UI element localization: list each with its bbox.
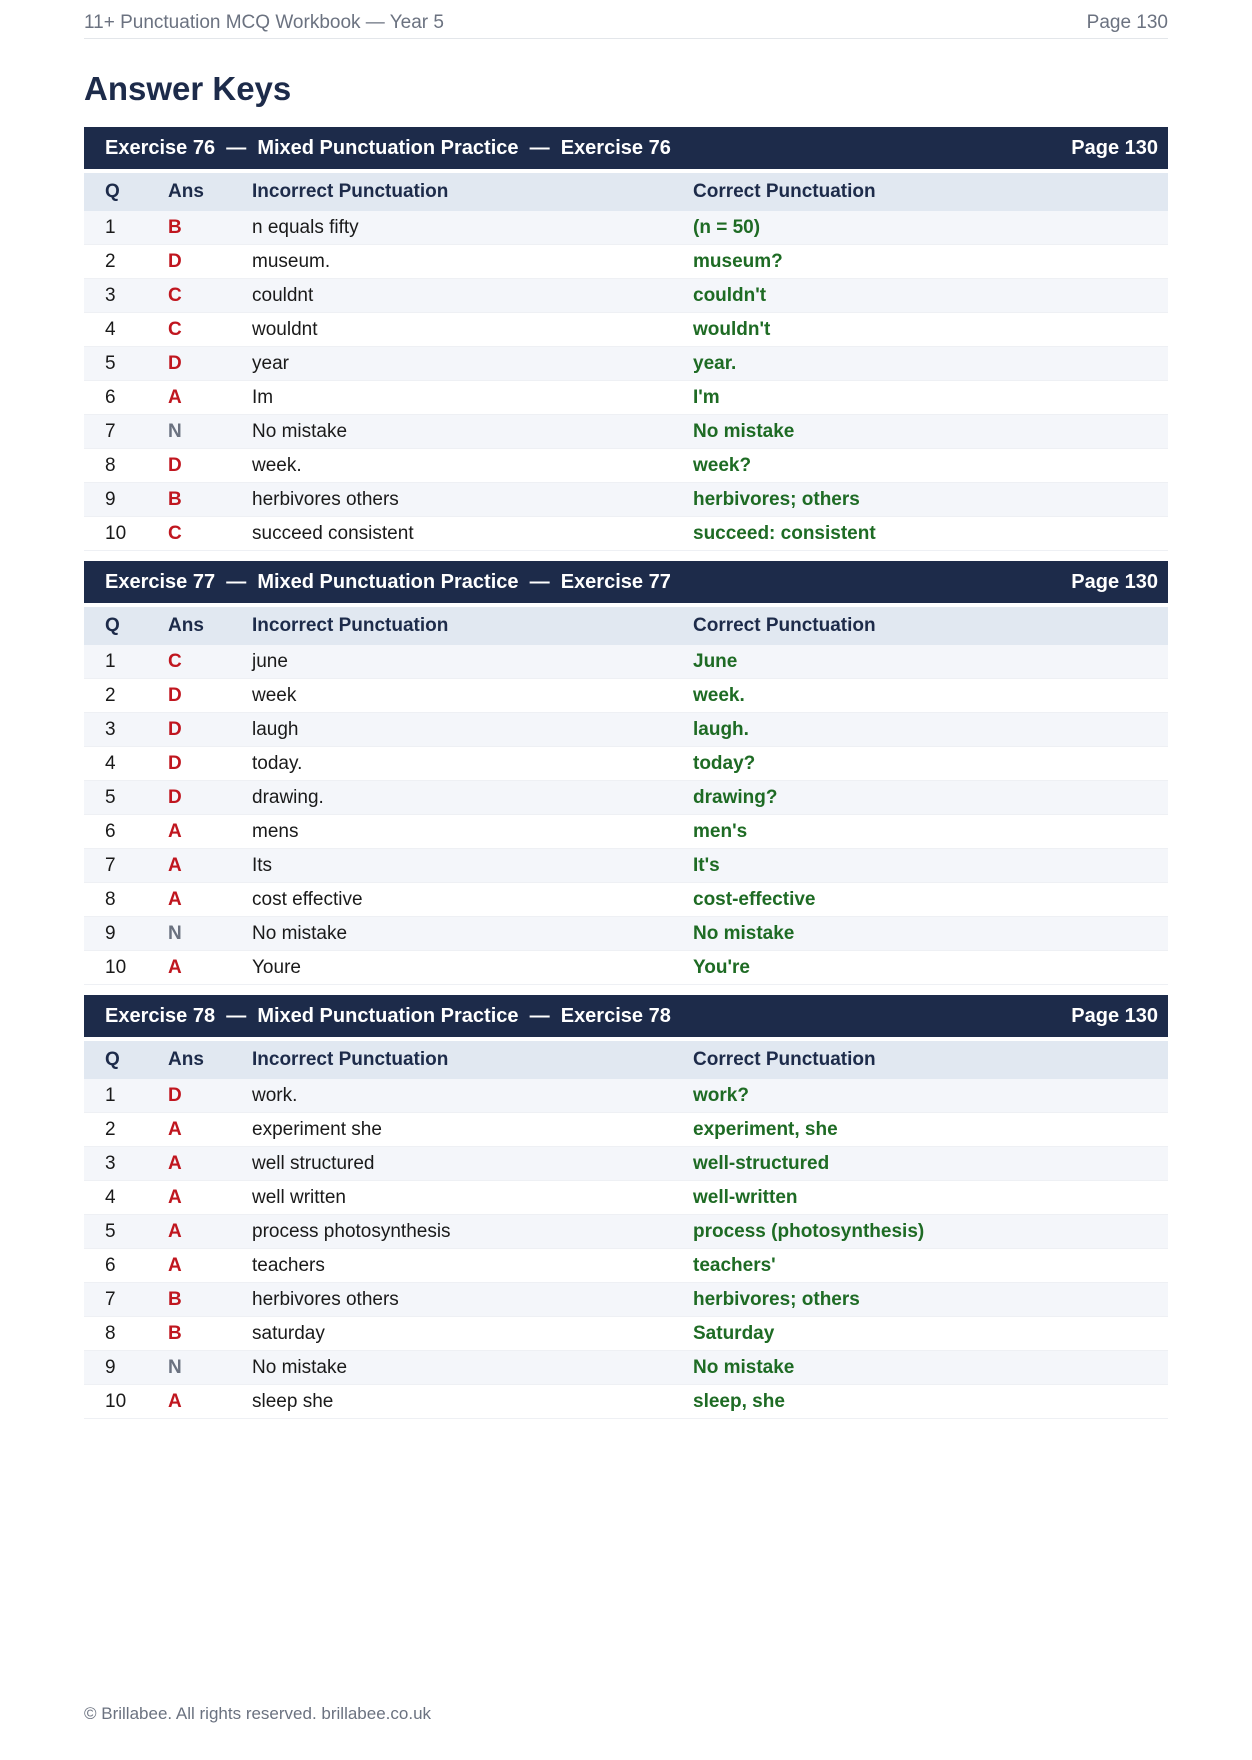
question-number: 3 [84, 1147, 168, 1181]
question-number: 3 [84, 713, 168, 747]
answer-letter: N [168, 415, 252, 449]
answer-letter: A [168, 1147, 252, 1181]
column-header-ans: Ans [168, 173, 252, 211]
table-row [84, 483, 1168, 517]
question-number: 7 [84, 415, 168, 449]
exercise-title: Exercise 77 — Mixed Punctuation Practice — Exercise 77 [105, 571, 671, 593]
incorrect-punctuation: Im [252, 381, 693, 415]
question-number: 1 [84, 645, 168, 679]
column-header-incorrect: Incorrect Punctuation [252, 1041, 693, 1079]
incorrect-punctuation: sleep she [252, 1385, 693, 1419]
answer-key-table [84, 173, 1168, 551]
section-title: Answer Keys [84, 70, 292, 107]
answer-letter: C [168, 517, 252, 551]
column-header-ans: Ans [168, 1041, 252, 1079]
copyright-footer: © Brillabee. All rights reserved. brillabee.co.uk [84, 1704, 432, 1723]
table-row [84, 245, 1168, 279]
incorrect-punctuation: herbivores others [252, 483, 693, 517]
answer-letter: A [168, 1249, 252, 1283]
answer-letter: D [168, 713, 252, 747]
answer-letter: A [168, 1385, 252, 1419]
correct-punctuation: year. [693, 347, 1168, 381]
correct-punctuation: museum? [693, 245, 1168, 279]
table-row [84, 917, 1168, 951]
answer-letter: C [168, 645, 252, 679]
incorrect-punctuation: process photosynthesis [252, 1215, 693, 1249]
incorrect-punctuation: couldnt [252, 279, 693, 313]
correct-punctuation: No mistake [693, 917, 1168, 951]
correct-punctuation: well-structured [693, 1147, 1168, 1181]
question-number: 6 [84, 1249, 168, 1283]
answer-letter: N [168, 917, 252, 951]
correct-punctuation: No mistake [693, 1351, 1168, 1385]
correct-punctuation: You're [693, 951, 1168, 985]
question-number: 2 [84, 245, 168, 279]
table-header-row [84, 173, 1168, 211]
column-header-correct: Correct Punctuation [693, 607, 1168, 645]
incorrect-punctuation: No mistake [252, 415, 693, 449]
question-number: 5 [84, 347, 168, 381]
exercise-page: Page 130 [1071, 1005, 1158, 1027]
table-row [84, 1317, 1168, 1351]
table-row [84, 713, 1168, 747]
correct-punctuation: teachers' [693, 1249, 1168, 1283]
question-number: 10 [84, 517, 168, 551]
answer-letter: B [168, 1317, 252, 1351]
incorrect-punctuation: mens [252, 815, 693, 849]
question-number: 9 [84, 483, 168, 517]
answer-letter: D [168, 679, 252, 713]
table-row [84, 815, 1168, 849]
table-row [84, 415, 1168, 449]
column-header-correct: Correct Punctuation [693, 173, 1168, 211]
page [84, 0, 1168, 1760]
answer-letter: A [168, 1215, 252, 1249]
table-row [84, 381, 1168, 415]
correct-punctuation: couldn't [693, 279, 1168, 313]
table-row [84, 883, 1168, 917]
correct-punctuation: week? [693, 449, 1168, 483]
column-header-q: Q [84, 173, 168, 211]
answer-letter: D [168, 245, 252, 279]
correct-punctuation: work? [693, 1079, 1168, 1113]
question-number: 8 [84, 449, 168, 483]
answer-letter: B [168, 211, 252, 245]
incorrect-punctuation: week [252, 679, 693, 713]
question-number: 4 [84, 747, 168, 781]
question-number: 5 [84, 1215, 168, 1249]
question-number: 7 [84, 849, 168, 883]
answer-letter: A [168, 1113, 252, 1147]
incorrect-punctuation: Youre [252, 951, 693, 985]
correct-punctuation: week. [693, 679, 1168, 713]
incorrect-punctuation: work. [252, 1079, 693, 1113]
correct-punctuation: Saturday [693, 1317, 1168, 1351]
question-number: 3 [84, 279, 168, 313]
incorrect-punctuation: year [252, 347, 693, 381]
question-number: 5 [84, 781, 168, 815]
incorrect-punctuation: No mistake [252, 1351, 693, 1385]
table-row [84, 449, 1168, 483]
correct-punctuation: sleep, she [693, 1385, 1168, 1419]
correct-punctuation: men's [693, 815, 1168, 849]
incorrect-punctuation: wouldnt [252, 313, 693, 347]
answer-key-table [84, 1041, 1168, 1419]
correct-punctuation: experiment, she [693, 1113, 1168, 1147]
exercise-header-bar [84, 127, 1168, 169]
answer-letter: A [168, 815, 252, 849]
correct-punctuation: No mistake [693, 415, 1168, 449]
table-row [84, 279, 1168, 313]
page-number: Page 130 [1086, 12, 1168, 33]
exercise-page: Page 130 [1071, 571, 1158, 593]
table-row [84, 1249, 1168, 1283]
exercise-block [84, 995, 1168, 1419]
correct-punctuation: laugh. [693, 713, 1168, 747]
incorrect-punctuation: experiment she [252, 1113, 693, 1147]
incorrect-punctuation: No mistake [252, 917, 693, 951]
correct-punctuation: It's [693, 849, 1168, 883]
question-number: 4 [84, 1181, 168, 1215]
exercise-title: Exercise 78 — Mixed Punctuation Practice — Exercise 78 [105, 1005, 671, 1027]
table-row [84, 1385, 1168, 1419]
correct-punctuation: drawing? [693, 781, 1168, 815]
running-header [84, 10, 1168, 39]
incorrect-punctuation: june [252, 645, 693, 679]
answer-letter: D [168, 449, 252, 483]
question-number: 10 [84, 951, 168, 985]
table-row [84, 1351, 1168, 1385]
incorrect-punctuation: well written [252, 1181, 693, 1215]
answer-letter: B [168, 483, 252, 517]
column-header-q: Q [84, 1041, 168, 1079]
incorrect-punctuation: laugh [252, 713, 693, 747]
table-row [84, 1215, 1168, 1249]
incorrect-punctuation: week. [252, 449, 693, 483]
answer-letter: C [168, 313, 252, 347]
column-header-correct: Correct Punctuation [693, 1041, 1168, 1079]
incorrect-punctuation: Its [252, 849, 693, 883]
table-row [84, 313, 1168, 347]
correct-punctuation: cost-effective [693, 883, 1168, 917]
answer-letter: D [168, 781, 252, 815]
answer-letter: C [168, 279, 252, 313]
table-row [84, 517, 1168, 551]
question-number: 9 [84, 917, 168, 951]
correct-punctuation: (n = 50) [693, 211, 1168, 245]
question-number: 8 [84, 883, 168, 917]
answer-letter: D [168, 347, 252, 381]
exercise-block [84, 561, 1168, 985]
answer-letter: A [168, 849, 252, 883]
question-number: 10 [84, 1385, 168, 1419]
question-number: 2 [84, 679, 168, 713]
question-number: 8 [84, 1317, 168, 1351]
incorrect-punctuation: succeed consistent [252, 517, 693, 551]
table-row [84, 747, 1168, 781]
table-row [84, 1181, 1168, 1215]
question-number: 2 [84, 1113, 168, 1147]
correct-punctuation: today? [693, 747, 1168, 781]
table-header-row [84, 1041, 1168, 1079]
exercise-page: Page 130 [1071, 137, 1158, 159]
question-number: 1 [84, 1079, 168, 1113]
workbook-title: 11+ Punctuation MCQ Workbook — Year 5 [84, 12, 444, 33]
correct-punctuation: I'm [693, 381, 1168, 415]
incorrect-punctuation: museum. [252, 245, 693, 279]
table-row [84, 347, 1168, 381]
answer-letter: D [168, 1079, 252, 1113]
correct-punctuation: herbivores; others [693, 1283, 1168, 1317]
answer-key-table [84, 607, 1168, 985]
answer-letter: A [168, 381, 252, 415]
table-row [84, 645, 1168, 679]
question-number: 7 [84, 1283, 168, 1317]
table-row [84, 1147, 1168, 1181]
column-header-ans: Ans [168, 607, 252, 645]
question-number: 6 [84, 815, 168, 849]
answer-letter: A [168, 1181, 252, 1215]
answer-letter: D [168, 747, 252, 781]
table-header-row [84, 607, 1168, 645]
question-number: 1 [84, 211, 168, 245]
column-header-q: Q [84, 607, 168, 645]
table-row [84, 781, 1168, 815]
incorrect-punctuation: n equals fifty [252, 211, 693, 245]
exercise-block [84, 127, 1168, 551]
table-row [84, 1113, 1168, 1147]
table-row [84, 211, 1168, 245]
incorrect-punctuation: cost effective [252, 883, 693, 917]
answer-letter: N [168, 1351, 252, 1385]
incorrect-punctuation: drawing. [252, 781, 693, 815]
incorrect-punctuation: today. [252, 747, 693, 781]
table-row [84, 1283, 1168, 1317]
incorrect-punctuation: teachers [252, 1249, 693, 1283]
correct-punctuation: June [693, 645, 1168, 679]
table-row [84, 679, 1168, 713]
correct-punctuation: well-written [693, 1181, 1168, 1215]
table-row [84, 951, 1168, 985]
correct-punctuation: herbivores; others [693, 483, 1168, 517]
column-header-incorrect: Incorrect Punctuation [252, 173, 693, 211]
incorrect-punctuation: herbivores others [252, 1283, 693, 1317]
incorrect-punctuation: well structured [252, 1147, 693, 1181]
question-number: 4 [84, 313, 168, 347]
question-number: 9 [84, 1351, 168, 1385]
incorrect-punctuation: saturday [252, 1317, 693, 1351]
table-row [84, 849, 1168, 883]
exercise-header-bar [84, 561, 1168, 603]
exercise-header-bar [84, 995, 1168, 1037]
exercise-title: Exercise 76 — Mixed Punctuation Practice — Exercise 76 [105, 137, 671, 159]
question-number: 6 [84, 381, 168, 415]
column-header-incorrect: Incorrect Punctuation [252, 607, 693, 645]
answer-letter: A [168, 883, 252, 917]
answer-letter: B [168, 1283, 252, 1317]
correct-punctuation: process (photosynthesis) [693, 1215, 1168, 1249]
table-row [84, 1079, 1168, 1113]
answer-letter: A [168, 951, 252, 985]
correct-punctuation: wouldn't [693, 313, 1168, 347]
correct-punctuation: succeed: consistent [693, 517, 1168, 551]
